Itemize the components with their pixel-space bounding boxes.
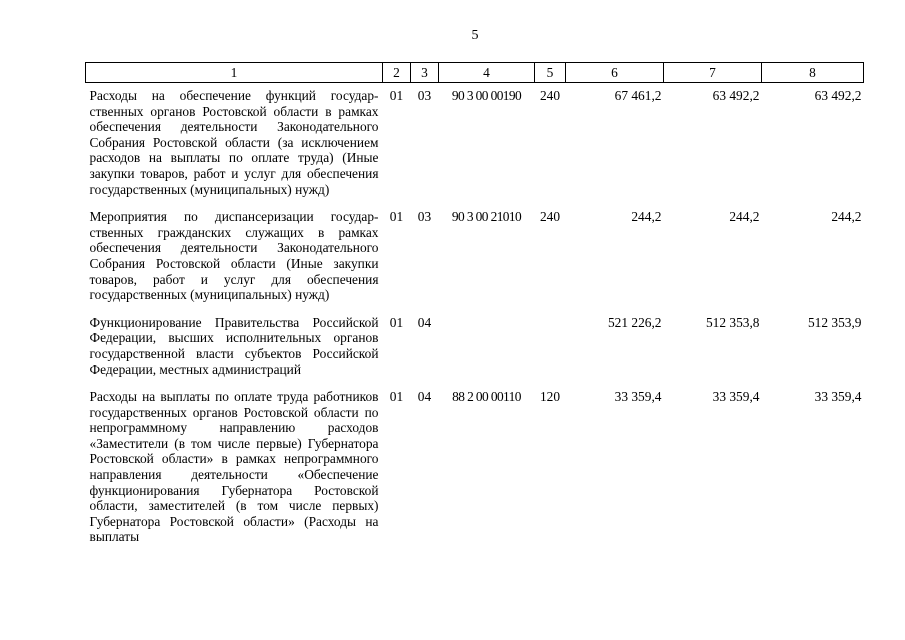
page-number: 5 xyxy=(471,28,479,43)
row-target-article: 90 3 00 21010 xyxy=(451,209,522,225)
row-expense-type xyxy=(535,311,566,385)
table-header-row xyxy=(86,63,864,83)
table-row xyxy=(86,83,864,206)
row-name: Расходы на обеспечение функций государственных органов Ростовской области в рамках обеспечения деятельности Законодательного Собрания Ростовской области (за исключением расходов на выплаты по оплате труда) (Иные закупки товаров, работ и услуг для обеспечения государственных (муниципальных) нужд) xyxy=(89,88,379,197)
header-col-6: 6 xyxy=(566,63,664,83)
row-expense-type: 240 xyxy=(539,88,561,103)
row-subsection: 03 xyxy=(417,88,432,103)
header-col-2: 2 xyxy=(383,63,411,83)
header-col-8: 8 xyxy=(762,63,864,83)
header-col-7: 7 xyxy=(664,63,762,83)
table-row xyxy=(86,311,864,385)
row-value-7: 33 359,4 xyxy=(712,389,760,405)
row-section: 01 xyxy=(389,88,404,103)
row-target-article: 88 2 00 00110 xyxy=(452,389,521,405)
row-section: 01 xyxy=(389,314,404,330)
row-value-7: 512 353,8 xyxy=(705,314,760,330)
row-value-8: 33 359,4 xyxy=(814,389,862,405)
row-expense-type: 240 xyxy=(539,209,561,225)
budget-table xyxy=(85,62,864,553)
row-subsection: 04 xyxy=(417,389,432,405)
row-subsection: 03 xyxy=(417,209,432,225)
row-value-7: 63 492,2 xyxy=(712,88,760,103)
row-value-6: 67 461,2 xyxy=(614,88,662,103)
header-col-4: 4 xyxy=(439,63,535,83)
row-target-article: 90 3 00 00190 xyxy=(451,88,522,103)
row-expense-type: 120 xyxy=(539,389,561,405)
table-row xyxy=(86,205,864,311)
row-value-8: 244,2 xyxy=(831,209,862,225)
row-value-6: 521 226,2 xyxy=(607,314,662,330)
row-name: Мероприятия по диспансеризации государственных гражданских служащих в рамках обеспечения деятельности Законодательного Собрания Ростовской области (Иные закупки товаров, работ и услуг для обеспечения государственных (муниципальных) нужд) xyxy=(89,209,379,303)
row-value-8: 512 353,9 xyxy=(807,314,862,330)
header-col-1: 1 xyxy=(86,63,383,83)
row-value-6: 33 359,4 xyxy=(614,389,662,405)
row-name: Функционирование Правительства Российской Федерации, высших исполнительных органов государственной власти субъектов Российской Федерации, местных администраций xyxy=(89,314,379,377)
header-col-5: 5 xyxy=(535,63,566,83)
row-subsection: 04 xyxy=(417,314,432,330)
row-value-6: 244,2 xyxy=(631,209,662,225)
row-target-article xyxy=(439,311,535,385)
header-col-3: 3 xyxy=(411,63,439,83)
row-value-8: 63 492,2 xyxy=(814,88,862,103)
row-name: Расходы на выплаты по оплате труда работников государственных органов Ростовской области по непрограммному направлению расходов «Заместители (в том числе первые) Губернатора Ростовской области» в рамках непрограммного направления деятельности «Обеспечение функционирования Губернатора Ростовской области, заместителей (в том числе первых) Губернатора Ростовской области» (Расходы на выплаты xyxy=(89,389,379,545)
row-section: 01 xyxy=(389,209,404,225)
table-row xyxy=(86,385,864,553)
row-value-7: 244,2 xyxy=(729,209,760,225)
row-section: 01 xyxy=(389,389,404,405)
